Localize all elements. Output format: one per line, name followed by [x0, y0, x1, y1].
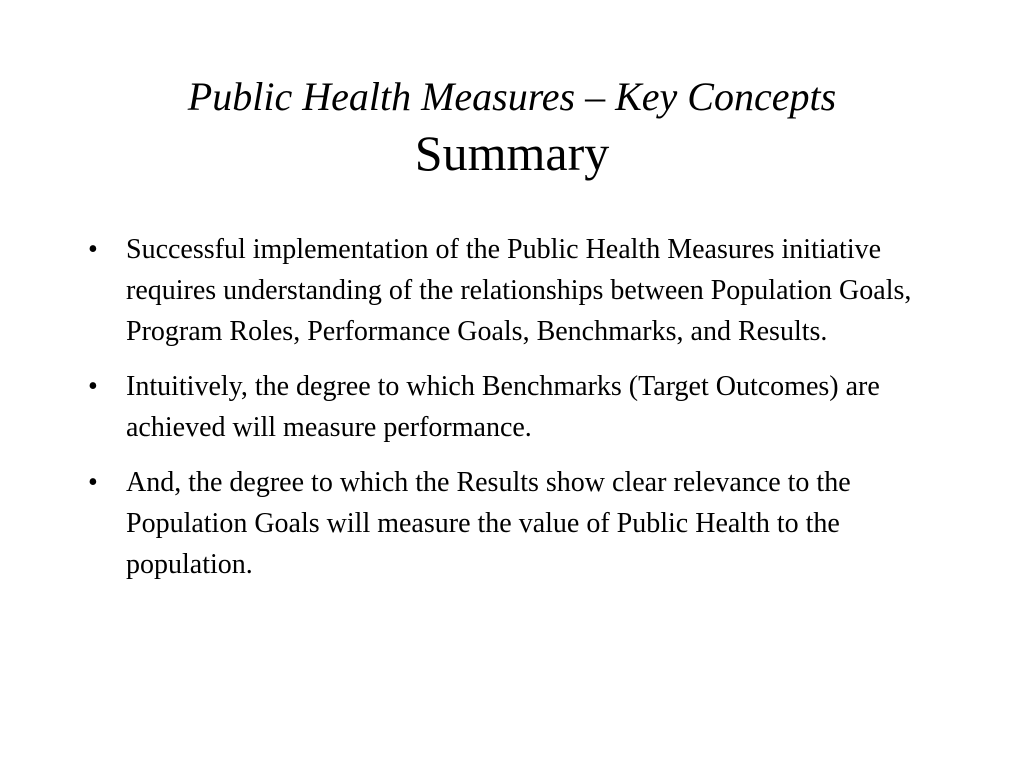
slide-subtitle: Summary: [414, 125, 610, 181]
bullet-text: Intuitively, the degree to which Benchmarks (Target Outcomes) are achieved will measure performance.: [126, 371, 887, 443]
bullet-item: [88, 229, 948, 352]
bullet-icon: •: [88, 467, 98, 498]
bullet-item: [88, 462, 948, 585]
bullet-icon: •: [88, 371, 98, 402]
slide-title: Public Health Measures – Key Concepts: [187, 74, 837, 119]
bullet-icon: •: [88, 234, 98, 265]
bullet-text: And, the degree to which the Results show clear relevance to the Population Goals will measure the value of Public Health to the population.: [126, 467, 865, 580]
bullet-list: [88, 229, 948, 599]
bullet-text: Successful implementation of the Public Health Measures initiative requires understanding of the relationships between Population Goals, Program Roles, Performance Goals, Benchmarks, and Results.: [126, 234, 919, 347]
slide-title-block: [0, 74, 1024, 182]
bullet-item: [88, 366, 948, 448]
